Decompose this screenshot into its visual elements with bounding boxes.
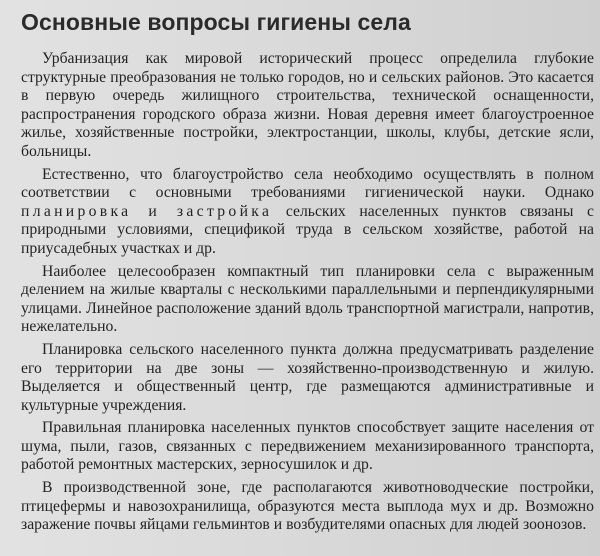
section-body: [21, 50, 594, 535]
paragraph-compact-layout: Наиболее целесообразен компактный тип планировки села с выраженным делением на жилые кварталы с несколькими параллельными и перпендикулярными улицами. Линейное расположение зданий вдоль транспортной магистрали, напротив, нежелательно.: [21, 262, 594, 336]
paragraph-improvement: [21, 166, 594, 259]
paragraph-protection: Правильная планировка населенных пунктов способствует защите населения от шума, пыли, газов, связанных с передвижением механизированного транспорта, работой ремонтных мастерских, зерносушилок и др.: [21, 419, 594, 474]
paragraph-production-zone: В производственной зоне, где располагаются животноводческие постройки, птицефермы и навозохранилища, образуются места выплода мух и др. Возможно заражение почвы яйцами гельминтов и возбудителями опасных для людей зоонозов.: [21, 479, 594, 534]
paragraph-improvement-lead: Естественно, что благоустройство села необходимо осуществлять в полном соответствии с основными требованиями гигиенической науки. Однако: [21, 165, 594, 202]
paragraph-zoning: Планировка сельского населенного пункта должна предусматривать разделение его территории на две зоны — хозяйственно-производственную и жилую. Выделяется и общественный центр, где размещаются административные и культурные учреждения.: [21, 340, 594, 414]
paragraph-urbanization: Урбанизация как мировой исторический процесс определила глубокие структурные преобразования не только городов, но и сельских районов. Это касается в первую очередь жилищного строительства, технической оснащенности, распространения городского образа жизни. Новая деревня имеет благоустроенное жилье, хозяйственные постройки, электростанции, школы, клубы, детские ясли, больницы.: [21, 50, 594, 160]
section-title: Основные вопросы гигиены села: [21, 9, 411, 35]
paragraph-improvement-rest: сельских населенных пунктов связаны с природными условиями, спецификой труда в сельском хозяйстве, работой на приусадебных участках и др.: [21, 202, 595, 257]
emphasized-term: планировка и застройка: [21, 202, 273, 220]
